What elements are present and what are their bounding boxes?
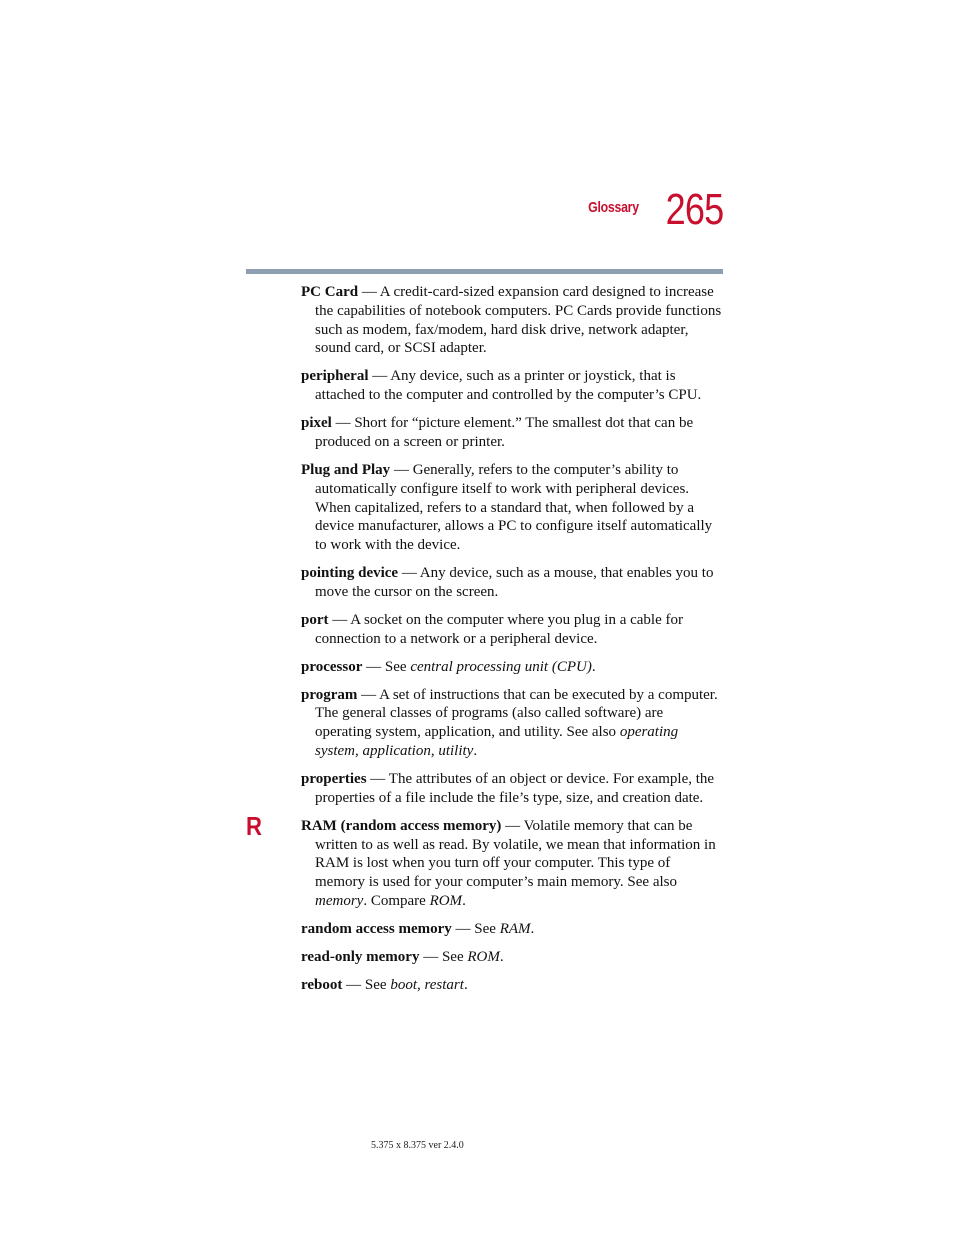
glossary-definition: Any device, such as a printer or joystick, that is attached to the computer and controlled by the computer’s CPU. xyxy=(315,368,702,404)
footer-version: 5.375 x 8.375 ver 2.4.0 xyxy=(371,1140,464,1151)
term-separator: — xyxy=(342,976,365,993)
page-number: 265 xyxy=(665,185,723,234)
glossary-definition: See xyxy=(364,976,391,993)
term-separator: — xyxy=(398,565,420,582)
glossary-entry xyxy=(301,920,723,939)
term-separator: — xyxy=(368,368,391,385)
glossary-entry xyxy=(301,770,723,808)
term-separator: — xyxy=(328,611,351,628)
glossary-term: port xyxy=(301,611,329,628)
glossary-entry xyxy=(301,976,723,995)
glossary-term: random access memory xyxy=(301,920,452,937)
glossary-term: RAM (random access memory) xyxy=(301,817,502,834)
glossary-definition: A socket on the computer where you plug in a cable for connection to a network or a peripheral device. xyxy=(315,611,683,647)
glossary-term: processor xyxy=(301,658,363,675)
header-rule xyxy=(246,269,723,274)
cross-reference: RAM xyxy=(499,920,531,937)
glossary-entry xyxy=(301,414,723,452)
term-separator: — xyxy=(419,948,442,965)
glossary-list xyxy=(246,283,723,1004)
definition-end: . xyxy=(462,893,466,909)
glossary-term: reboot xyxy=(301,976,343,993)
glossary-entry xyxy=(301,367,723,405)
glossary-definition: Volatile memory that can be written to as well as read. By volatile, we mean that information in RAM is lost when you turn off your computer. This type of memory is used for your computer’s main memory. See also xyxy=(315,817,716,891)
glossary-definition: Generally, refers to the computer’s ability to automatically configure itself to work with peripheral devices. When capitalized, refers to a standard that, when followed by a device manufacturer, allows a PC to configure itself automatically to work with the device. xyxy=(315,461,713,554)
definition-end: . xyxy=(499,948,504,965)
glossary-term: program xyxy=(301,686,358,703)
term-separator: — xyxy=(331,415,355,432)
term-separator: — xyxy=(362,658,385,675)
definition-end: . xyxy=(591,658,596,675)
glossary-term: read-only memory xyxy=(301,948,420,965)
glossary-definition: See xyxy=(474,920,500,937)
glossary-entry xyxy=(246,810,723,911)
definition-connector: . Compare xyxy=(363,893,430,909)
cross-reference: memory xyxy=(315,893,364,909)
section-letter-marker: R xyxy=(246,810,262,841)
glossary-term: properties xyxy=(301,771,367,788)
glossary-entry xyxy=(301,611,723,649)
page-header xyxy=(560,185,723,240)
definition-end: . xyxy=(473,743,478,760)
cross-reference: central processing unit (CPU) xyxy=(410,658,592,675)
cross-reference: ROM xyxy=(429,893,463,909)
cross-reference: ROM xyxy=(467,948,500,965)
glossary-definition: Short for “picture element.” The smallest dot that can be produced on a screen or printer. xyxy=(315,415,694,450)
cross-reference: operating system, application, utility xyxy=(315,724,679,760)
glossary-entry xyxy=(301,283,723,358)
term-separator: — xyxy=(501,817,524,834)
term-separator: — xyxy=(390,461,413,478)
cross-reference: restart xyxy=(424,976,464,993)
glossary-term: pixel xyxy=(301,415,332,432)
term-separator: — xyxy=(451,920,475,937)
glossary-definition: A credit-card-sized expansion card designed to increase the capabilities of notebook computers. PC Cards provide functions such as modem, fax/modem, hard disk drive, network adapter, sound card, or SCSI adapter. xyxy=(315,284,722,357)
glossary-definition: A set of instructions that can be executed by a computer. The general classes of programs (also called software) are operating system, application, and utility. See also xyxy=(315,686,718,741)
glossary-definition: See xyxy=(441,948,468,965)
glossary-entry xyxy=(301,658,723,677)
glossary-definition: The attributes of an object or device. For example, the properties of a file include the file’s type, size, and creation date. xyxy=(315,771,715,806)
term-separator: — xyxy=(358,284,380,300)
glossary-entry xyxy=(301,948,723,967)
term-separator: — xyxy=(357,686,380,703)
glossary-definition: See xyxy=(384,658,411,675)
glossary-entry xyxy=(301,564,723,602)
glossary-term: PC Card xyxy=(301,284,359,300)
glossary-definition: Any device, such as a mouse, that enables you to move the cursor on the screen. xyxy=(315,565,714,600)
definition-end: . xyxy=(530,920,535,937)
definition-end: . xyxy=(463,976,468,993)
glossary-term: peripheral xyxy=(301,368,369,385)
cross-reference: boot xyxy=(390,976,417,993)
glossary-entry xyxy=(301,686,723,761)
glossary-term: Plug and Play xyxy=(301,461,391,478)
term-separator: — xyxy=(366,771,389,788)
definition-connector: , xyxy=(416,976,425,993)
section-title: Glossary xyxy=(588,199,639,216)
glossary-entry xyxy=(301,461,723,555)
glossary-term: pointing device xyxy=(301,565,399,582)
